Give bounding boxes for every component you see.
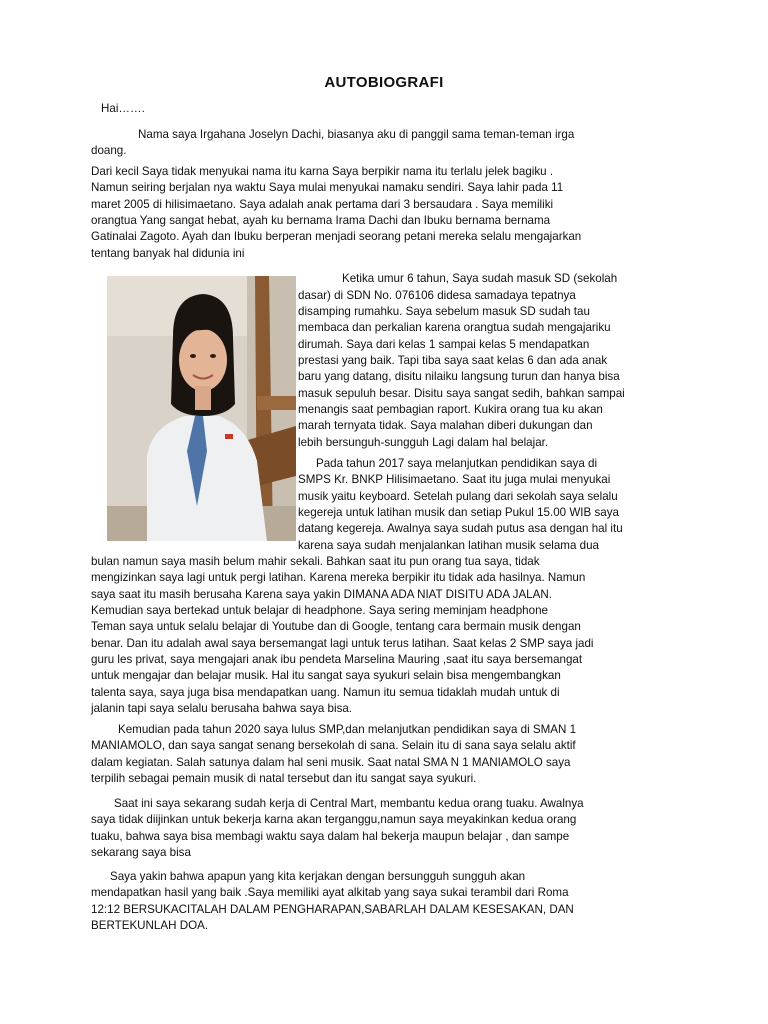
- paragraph-3-line: masuk sepuluh besar. Disitu saya sangat sedih, bahkan sampai: [298, 387, 625, 400]
- paragraph-3-line: marah ternyata tidak. Saya malahan diberi dukungan dan: [298, 419, 593, 432]
- paragraph-5-line: terpilih sebagai pemain musik di natal tersebut dan itu sangat saya syukuri.: [91, 772, 477, 785]
- paragraph-4-line: guru les privat, saya mengajari anak ibu pendeta Marselina Mauring ,saat itu saya bersemangat: [91, 653, 583, 666]
- paragraph-4-line: karena saya sudah menjalankan latihan musik selama dua: [298, 539, 599, 552]
- paragraph-6-line: tuaku, bahwa saya bisa membagi waktu saya dalam hal bekerja maupun belajar , dan sampe: [91, 830, 570, 843]
- paragraph-2-line: maret 2005 di hilisimaetano. Saya adalah anak pertama dari 3 bersaudara . Saya memiliki: [91, 198, 554, 211]
- paragraph-2-line: Dari kecil Saya tidak menyukai nama itu karna Saya berpikir nama itu terlalu jelek bagiku .: [91, 165, 554, 178]
- paragraph-4-line: saya saat itu masih berusaha Karena saya yakin DIMANA ADA NIAT DISITU ADA JALAN.: [91, 588, 552, 601]
- paragraph-4-line: Pada tahun 2017 saya melanjutkan pendidikan saya di: [316, 457, 598, 470]
- paragraph-7-line: mendapatkan hasil yang baik .Saya memiliki ayat alkitab yang saya sukai terambil dari Roma: [91, 886, 569, 899]
- paragraph-4-line: Kemudian saya bertekad untuk belajar di headphone. Saya sering meminjam headphone: [91, 604, 548, 617]
- paragraph-4-line: untuk mengajar dan belajar musik. Hal itu sangat saya syukuri selain bisa mengembangkan: [91, 669, 561, 682]
- paragraph-5-line: MANIAMOLO, dan saya sangat senang bersekolah di sana. Selain itu di sana saya selalu aktif: [91, 739, 576, 752]
- paragraph-4-line: Teman saya untuk selalu belajar di Youtube dan di Google, tentang cara bermain musik dengan: [91, 620, 581, 633]
- paragraph-3-line: baru yang datang, disitu nilaiku langsung turun dan hanya bisa: [298, 370, 620, 383]
- paragraph-1-line: Nama saya Irgahana Joselyn Dachi, biasanya aku di panggil sama teman-teman irga: [138, 128, 575, 141]
- paragraph-4-line: talenta saya, saya juga bisa mendapatkan uang. Namun itu semua tidaklah mudah untuk di: [91, 686, 560, 699]
- paragraph-1-line: doang.: [91, 144, 127, 157]
- paragraph-7-line: 12:12 BERSUKACITALAH DALAM PENGHARAPAN,SABARLAH DALAM KESESAKAN, DAN: [91, 903, 574, 916]
- paragraph-6-line: sekarang saya bisa: [91, 846, 191, 859]
- paragraph-6-line: Saat ini saya sekarang sudah kerja di Central Mart, membantu kedua orang tuaku. Awalnya: [114, 797, 584, 810]
- paragraph-4-line: benar. Dan itu adalah awal saya bersemangat lagi untuk terus latihan. Saat kelas 2 SMP saya jadi: [91, 637, 594, 650]
- paragraph-3-line: prestasi yang baik. Tapi tiba saya saat kelas 6 dan ada anak: [298, 354, 608, 367]
- paragraph-5-line: Kemudian pada tahun 2020 saya lulus SMP,dan melanjutkan pendidikan saya di SMAN 1: [118, 723, 577, 736]
- paragraph-3-line: menangis saat pembagian raport. Kukira orang tua ku akan: [298, 403, 603, 416]
- paragraph-2-line: Gatinalai Zagoto. Ayah dan Ibuku berperan menjadi seorang petani mereka selalu mengajarkan: [91, 230, 582, 243]
- document-title: AUTOBIOGRAFI: [324, 74, 444, 91]
- paragraph-4-line: musik yaitu keyboard. Setelah pulang dari sekolah saya selalu: [298, 490, 618, 503]
- paragraph-3-line: Ketika umur 6 tahun, Saya sudah masuk SD (sekolah: [342, 272, 618, 285]
- paragraph-6-line: saya tidak diijinkan untuk bekerja karna akan terganggu,namun saya meyakinkan kedua orang: [91, 813, 577, 826]
- paragraph-4-line: jalanin tapi saya selalu berusaha bahwa saya bisa.: [91, 702, 353, 715]
- paragraph-2-line: Namun seiring berjalan nya waktu Saya mulai menyukai namaku sendiri. Saya lahir pada 11: [91, 181, 564, 194]
- paragraph-7-line: Saya yakin bahwa apapun yang kita kerjakan dengan bersungguh sungguh akan: [110, 870, 526, 883]
- paragraph-3-line: dirumah. Saya dari kelas 1 sampai kelas 5 mendapatkan: [298, 338, 590, 351]
- paragraph-4-line: bulan namun saya masih belum mahir sekali. Bahkan saat itu pun orang tua saya, tidak: [91, 555, 540, 568]
- paragraph-3-line: dasar) di SDN No. 076106 didesa samadaya tepatnya: [298, 289, 576, 302]
- paragraph-4-line: mengizinkan saya lagi untuk pergi latihan. Karena mereka berpikir itu tidak ada hasilnya. Namun: [91, 571, 586, 584]
- paragraph-4-line: kegereja untuk latihan musik dan setiap Pukul 15.00 WIB saya: [298, 506, 619, 519]
- paragraph-3-line: lebih bersunguh-sungguh Lagi dalam hal belajar.: [298, 436, 549, 449]
- greeting: Hai…….: [101, 102, 145, 115]
- paragraph-4-line: SMPS Kr. BNKP Hilisimaetano. Saat itu juga mulai menyukai: [298, 473, 611, 486]
- paragraph-2-line: tentang banyak hal didunia ini: [91, 247, 245, 260]
- portrait-photo-image: [107, 276, 296, 541]
- paragraph-7-line: BERTEKUNLAH DOA.: [91, 919, 209, 932]
- paragraph-4-line: datang kegereja. Awalnya saya sudah putus asa dengan hal itu: [298, 522, 623, 535]
- paragraph-3-line: membaca dan perkalian karena orangtua sudah mengajariku: [298, 321, 611, 334]
- paragraph-3-line: disamping rumahku. Saya sebelum masuk SD sudah tau: [298, 305, 590, 318]
- paragraph-2-line: orangtua Yang sangat hebat, ayah ku bernama Irama Dachi dan Ibuku bernama bernama: [91, 214, 551, 227]
- portrait-photo: [107, 276, 296, 541]
- paragraph-5-line: dalam kegiatan. Salah satunya dalam hal seni musik. Saat natal SMA N 1 MANIAMOLO saya: [91, 756, 571, 769]
